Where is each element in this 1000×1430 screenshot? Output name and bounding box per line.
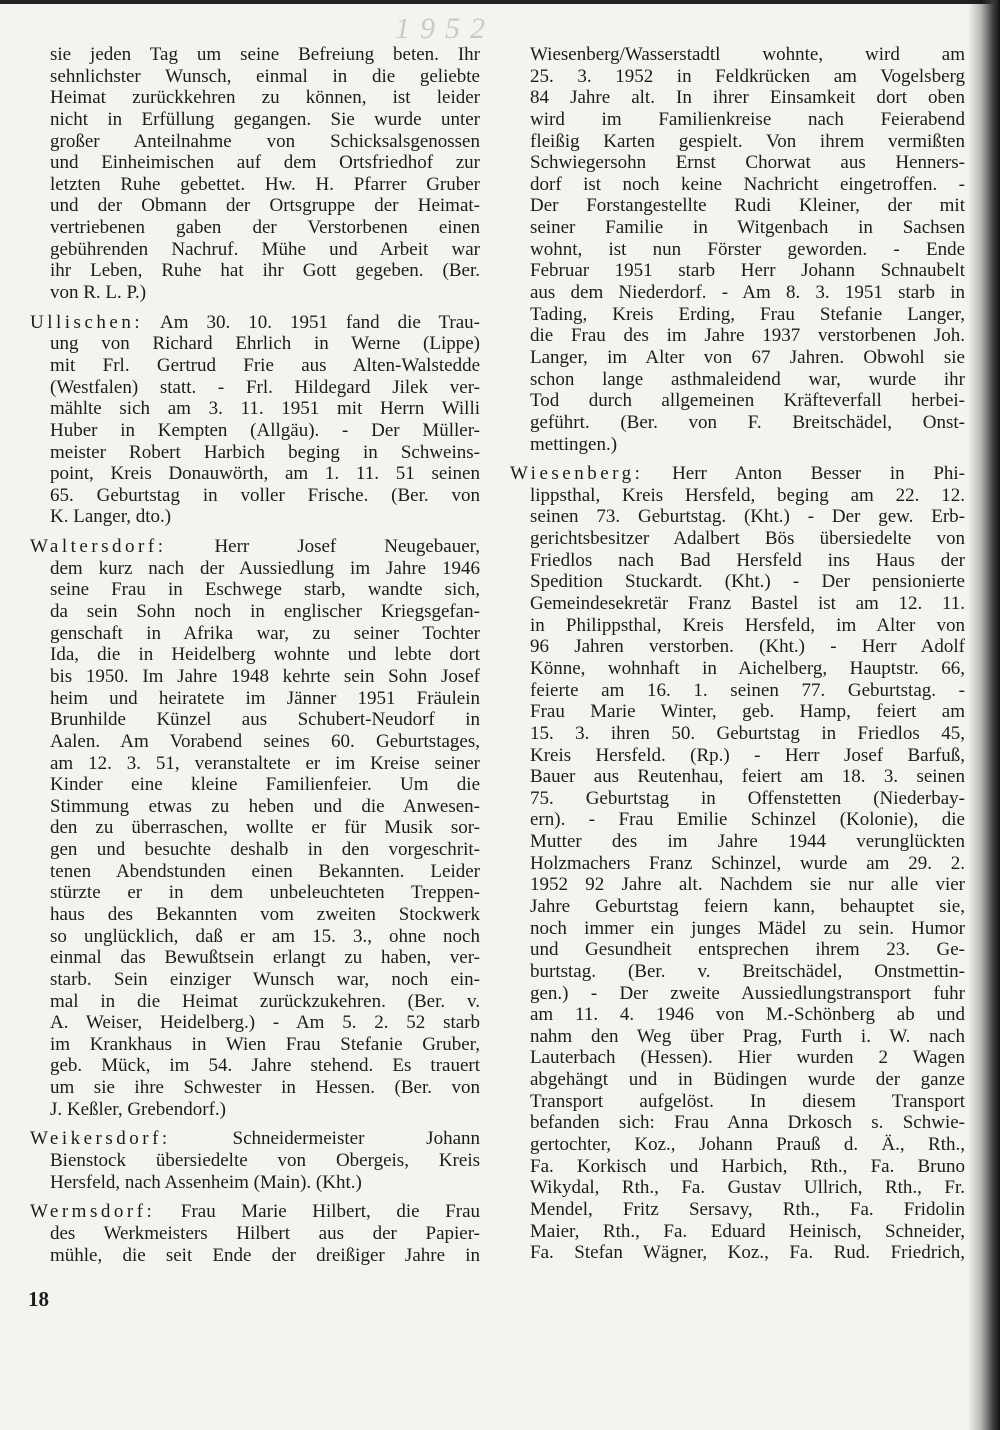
line-text: Bienstock übersiedelte von Obergeis, Kreis (50, 1150, 480, 1172)
line-text: Kreis Hersfeld. (Rp.) - Herr Josef Barfuß, (530, 744, 965, 766)
line-text: K. Langer, dto.) (50, 506, 172, 528)
line-text: dem kurz nach der Aussiedlung im Jahre 1946 (50, 557, 480, 579)
text-line (30, 644, 480, 666)
line-text: und der Obmann der Ortsgruppe der Heimat- (50, 195, 480, 217)
line-text: bis 1950. Im Jahre 1948 kehrte sein Sohn Josef (50, 665, 480, 687)
line-text: Am 30. 10. 1951 fand die Trau- (160, 311, 480, 333)
line-text: in Philippsthal, Kreis Hersfeld, im Alter von (530, 614, 965, 636)
text-line (510, 1199, 965, 1221)
line-text: Heimat zurückkehren zu können, ist leider (50, 87, 480, 109)
text-line (30, 839, 480, 861)
text-line (510, 680, 965, 702)
text-line (510, 1242, 965, 1264)
line-text: J. Keßler, Grebendorf.) (50, 1098, 226, 1120)
line-text: aus dem Niederdorf. - Am 8. 3. 1951 starb in (530, 282, 965, 304)
line-text: mählte sich am 3. 11. 1951 mit Herrn Willi (50, 398, 480, 420)
line-text: abgehängt und in Büdingen wurde der ganze (530, 1069, 965, 1091)
text-line (510, 615, 965, 637)
line-text: gen.) - Der zweite Aussiedlungstransport fuhr (530, 982, 965, 1004)
line-text: 84 Jahre alt. In ihrer Einsamkeit dort oben (530, 87, 965, 109)
paragraph (30, 44, 480, 304)
line-text: Der Forstangestellte Rudi Kleiner, der mit (530, 195, 965, 217)
text-line (30, 579, 480, 601)
line-text: da sein Sohn noch in englischer Kriegsgefan- (50, 601, 480, 623)
line-text: ung von Richard Ehrlich in Werne (Lippe) (50, 333, 480, 355)
text-line (510, 1156, 965, 1178)
text-line (30, 904, 480, 926)
line-text: stürzte er in dem unbeleuchteten Treppen- (50, 882, 480, 904)
text-line (30, 1077, 480, 1099)
line-text: nahm den Weg über Prag, Furth i. W. nach (530, 1025, 965, 1047)
line-text: fleißig Karten gespielt. Von ihrem vermißten (530, 130, 965, 152)
line-text: am 12. 3. 51, veranstaltete er im Kreise seiner (50, 752, 480, 774)
text-line (30, 506, 480, 528)
text-line (510, 571, 965, 593)
text-line (30, 709, 480, 731)
text-line (30, 536, 480, 558)
text-line (510, 1069, 965, 1091)
text-line (510, 239, 965, 261)
text-line (30, 558, 480, 580)
line-text: Wikydal, Rth., Fa. Gustav Ullrich, Rth., Fr. (530, 1177, 965, 1199)
line-text: starb. Sein einziger Wunsch war, noch ein- (50, 968, 480, 990)
text-line (30, 817, 480, 839)
line-text: am 11. 4. 1946 von M.-Schönberg ab und (530, 1004, 965, 1026)
text-line (510, 1112, 965, 1134)
line-text: schon lange asthmaleidend war, wurde ihr (530, 368, 965, 390)
line-text: und Einheimischen auf dem Ortsfriedhof zur (50, 152, 480, 174)
text-line (30, 1150, 480, 1172)
line-text: Kinder eine kleine Familienfeier. Um die (50, 774, 480, 796)
line-text: sie jeden Tag um seine Befreiung beten. Ihr (50, 44, 480, 65)
line-text: Huber in Kempten (Allgäu). - Der Müller- (50, 419, 480, 441)
text-line (510, 593, 965, 615)
line-text: Maier, Rth., Fa. Eduard Heinisch, Schneider, (530, 1220, 965, 1242)
line-text: vertriebenen gaben der Verstorbenen einen (50, 217, 480, 239)
scan-page-edge-shadow (968, 0, 1000, 1430)
text-line (30, 87, 480, 109)
line-text: Transport aufgelöst. In diesem Transport (530, 1090, 965, 1112)
text-line (30, 1034, 480, 1056)
line-text: seine Frau in Eschwege starb, wandte sich, (50, 579, 480, 601)
line-text: letzten Ruhe gebettet. Hw. H. Pfarrer Gruber (50, 173, 480, 195)
line-text: gen und besuchte deshalb in den vorgeschrit- (50, 839, 480, 861)
text-line (30, 239, 480, 261)
text-line (510, 506, 965, 528)
text-line (30, 109, 480, 131)
text-line (30, 1245, 480, 1267)
line-text: Mendel, Fritz Sersavy, Rth., Fa. Fridolin (530, 1198, 965, 1220)
line-text: gertochter, Koz., Johann Prauß d. Ä., Rth., (530, 1134, 965, 1156)
text-line (510, 131, 965, 153)
line-text: A. Weiser, Heidelberg.) - Am 5. 2. 52 starb (50, 1012, 480, 1034)
text-line (510, 1221, 965, 1243)
line-text: Februar 1951 starb Herr Johann Schnaubelt (530, 260, 965, 282)
text-line (510, 463, 965, 485)
line-text: Tading, Kreis Erding, Frau Stefanie Langer, (530, 303, 965, 325)
text-line (30, 1099, 480, 1121)
text-line (30, 485, 480, 507)
text-line (30, 947, 480, 969)
line-text: mettingen.) (530, 433, 618, 455)
line-text: noch immer ein junges Mädel zu sein. Humor (530, 917, 965, 939)
line-text: heim und heiratete im Jänner 1951 Fräulein (50, 687, 480, 709)
text-line (510, 485, 965, 507)
line-text: mühle, die seit Ende der dreißiger Jahre in (50, 1244, 480, 1266)
line-text: Könne, wohnhaft in Aichelberg, Hauptstr. 66, (530, 657, 965, 679)
handwritten-note: 1952 (395, 12, 495, 45)
text-line (510, 1091, 965, 1113)
line-text: die Frau des im Jahre 1937 verstorbenen Joh. (530, 325, 965, 347)
paragraph (30, 312, 480, 528)
text-line (510, 528, 965, 550)
line-text: 75. Geburtstag in Offenstetten (Niederbay- (530, 787, 965, 809)
line-text: 15. 3. ihren 50. Geburtstag in Friedlos 45, (530, 722, 965, 744)
line-text: Frau Marie Winter, geb. Hamp, feiert am (530, 701, 965, 723)
line-text: (Westfalen) statt. - Frl. Hildegard Jilek ver- (50, 376, 480, 398)
text-line (30, 355, 480, 377)
text-line (510, 1026, 965, 1048)
text-line (510, 434, 965, 456)
text-line (510, 701, 965, 723)
line-text: ihr Leben, Ruhe hat ihr Gott gegeben. (Ber. (50, 260, 480, 282)
text-line (510, 390, 965, 412)
text-line (30, 796, 480, 818)
place-heading: Weikersdorf: (30, 1128, 171, 1150)
text-line (510, 1047, 965, 1069)
line-text: Langer, im Alter von 67 Jahren. Obwohl sie (530, 346, 965, 368)
text-line (30, 601, 480, 623)
text-line (30, 1223, 480, 1245)
line-text: Holzmachers Franz Schinzel, wurde am 29. 2. (530, 852, 965, 874)
line-text: großer Anteilnahme von Schicksalsgenossen (50, 130, 480, 152)
left-column (30, 44, 480, 1274)
line-text: Schwiegersohn Ernst Chorwat aus Henners- (530, 152, 965, 174)
line-text: wird im Familienkreise nach Feierabend (530, 108, 965, 130)
text-line (510, 745, 965, 767)
text-line (30, 420, 480, 442)
text-line (30, 66, 480, 88)
text-line (30, 463, 480, 485)
text-line (510, 658, 965, 680)
line-text: Gemeindesekretär Franz Bastel ist am 12. 11. (530, 593, 965, 615)
line-text: im Krankhaus in Wien Frau Stefanie Gruber, (50, 1033, 480, 1055)
line-text: genschaft in Afrika war, zu seiner Tochter (50, 622, 480, 644)
line-text: geb. Mück, im 54. Jahre stehend. Es trauert (50, 1055, 480, 1077)
text-line (510, 983, 965, 1005)
text-line (30, 1128, 480, 1150)
line-text: Fa. Stefan Wägner, Koz., Fa. Rud. Friedrich, (530, 1242, 965, 1264)
line-text: Spedition Stuckardt. (Kht.) - Der pensionierte (530, 571, 965, 593)
line-text: Lauterbach (Hessen). Hier wurden 2 Wagen (530, 1047, 965, 1069)
text-line (30, 753, 480, 775)
scan-top-edge (0, 0, 1000, 4)
place-heading: Waltersdorf: (30, 536, 167, 558)
line-text: feierte am 16. 1. seinen 77. Geburtstag. - (530, 679, 965, 701)
text-line (510, 788, 965, 810)
text-line (30, 1172, 480, 1194)
text-line (510, 325, 965, 347)
text-line (30, 623, 480, 645)
paragraph (510, 44, 965, 455)
text-line (30, 666, 480, 688)
line-text: dorf ist noch keine Nachricht eingetroffen. - (530, 173, 965, 195)
text-line (510, 109, 965, 131)
line-text: 65. Geburtstag in voller Frische. (Ber. von (50, 484, 480, 506)
line-text: Frau Marie Hilbert, die Frau (180, 1201, 480, 1223)
line-text: den zu überraschen, wollte er für Musik sor- (50, 817, 480, 839)
text-line (30, 398, 480, 420)
line-text: seiner Familie in Witgenbach in Sachsen (530, 217, 965, 239)
line-text: ern). - Frau Emilie Schinzel (Kolonie), die (530, 809, 965, 831)
line-text: mal in die Heimat zurückzukehren. (Ber. v. (50, 990, 480, 1012)
line-text: Hersfeld, nach Assenheim (Main). (Kht.) (50, 1171, 362, 1193)
text-line (510, 369, 965, 391)
text-line (510, 550, 965, 572)
line-text: lippsthal, Kreis Hersfeld, beging am 22. 12. (530, 484, 965, 506)
line-text: Schneidermeister Johann (232, 1128, 480, 1150)
text-line (30, 260, 480, 282)
line-text: Jahre Geburtstag feiern kann, behauptet sie, (530, 895, 965, 917)
text-line (30, 731, 480, 753)
line-text: Aalen. Am Vorabend seines 60. Geburtstages, (50, 730, 480, 752)
text-line (510, 217, 965, 239)
line-text: Brunhilde Künzel aus Schubert-Neudorf in (50, 709, 480, 731)
line-text: tenen Abendstunden einen Bekannten. Leider (50, 860, 480, 882)
text-line (30, 333, 480, 355)
text-line (30, 774, 480, 796)
line-text: Herr Anton Besser in Phi- (672, 463, 965, 485)
text-line (510, 723, 965, 745)
text-line (30, 926, 480, 948)
text-line (510, 636, 965, 658)
line-text: meister Robert Harbich beging in Schweins- (50, 441, 480, 463)
text-line (510, 1134, 965, 1156)
line-text: so unglücklich, daß er am 15. 3., ohne noch (50, 925, 480, 947)
line-text: befanden sich: Frau Anna Drkosch s. Schwie- (530, 1112, 965, 1134)
text-line (510, 939, 965, 961)
text-line (510, 304, 965, 326)
text-line (30, 217, 480, 239)
text-line (30, 991, 480, 1013)
paragraph (30, 1128, 480, 1193)
text-line (510, 853, 965, 875)
text-line (510, 918, 965, 940)
line-text: burtstag. (Ber. v. Breitschädel, Onstmettin- (530, 960, 965, 982)
text-line (510, 152, 965, 174)
text-line (510, 195, 965, 217)
text-line (30, 688, 480, 710)
line-text: sehnlichster Wunsch, einmal in die geliebte (50, 65, 480, 87)
text-line (30, 1055, 480, 1077)
text-line (30, 882, 480, 904)
text-line (510, 87, 965, 109)
line-text: Bauer aus Reutenhau, feiert am 18. 3. seinen (530, 766, 965, 788)
text-line (30, 44, 480, 66)
place-heading: Wermsdorf: (30, 1201, 156, 1223)
line-text: Ida, die in Heidelberg wohnte und lebte dort (50, 644, 480, 666)
paragraph (30, 1201, 480, 1266)
text-line (510, 874, 965, 896)
right-column (510, 44, 965, 1272)
line-text: Tod durch allgemeinen Kräfteverfall herbei- (530, 390, 965, 412)
line-text: Stimmung etwas zu heben und die Anwesen- (50, 795, 480, 817)
line-text: Herr Josef Neugebauer, (214, 536, 480, 558)
line-text: 25. 3. 1952 in Feldkrücken am Vogelsberg (530, 65, 965, 87)
text-line (510, 809, 965, 831)
text-line (510, 1177, 965, 1199)
text-line (510, 412, 965, 434)
line-text: von R. L. P.) (50, 282, 147, 304)
line-text: einmal das Bewußtsein erlangt zu haben, ver- (50, 947, 480, 969)
place-heading: Ullischen: (30, 311, 144, 333)
line-text: des Werkmeisters Hilbert aus der Papier- (50, 1222, 480, 1244)
text-line (30, 152, 480, 174)
line-text: gerichtsbesitzer Adalbert Bös übersiedelte von (530, 528, 965, 550)
place-heading: Wiesenberg: (510, 463, 644, 485)
line-text: 1952 92 Jahre alt. Nachdem sie nur alle vier (530, 874, 965, 896)
line-text: geführt. (Ber. von F. Breitschädel, Onst- (530, 411, 965, 433)
line-text: wohnt, ist nun Förster geworden. - Ende (530, 238, 965, 260)
text-line (510, 766, 965, 788)
line-text: 96 Jahren verstorben. (Kht.) - Herr Adolf (530, 636, 965, 658)
text-line (30, 131, 480, 153)
text-line (510, 174, 965, 196)
text-line (510, 347, 965, 369)
page-number: 18 (28, 1287, 49, 1311)
paragraph (510, 463, 965, 1264)
text-line (30, 312, 480, 334)
line-text: und Gesundheit entsprechen ihrem 23. Ge- (530, 939, 965, 961)
text-line (30, 861, 480, 883)
text-line (30, 377, 480, 399)
text-line (30, 1012, 480, 1034)
text-line (30, 282, 480, 304)
line-text: seinen 73. Geburtstag. (Kht.) - Der gew. Erb- (530, 506, 965, 528)
text-line (30, 174, 480, 196)
text-line (30, 1201, 480, 1223)
text-line (510, 260, 965, 282)
line-text: mit Frl. Gertrud Frie aus Alten-Walstedde (50, 354, 480, 376)
text-line (510, 961, 965, 983)
text-line (510, 831, 965, 853)
line-text: nicht in Erfüllung gegangen. Sie wurde unter (50, 108, 480, 130)
line-text: Friedlos nach Bad Hersfeld ins Haus der (530, 549, 965, 571)
text-line (510, 66, 965, 88)
line-text: Wiesenberg/Wasserstadtl wohnte, wird am (530, 44, 965, 65)
text-line (30, 195, 480, 217)
line-text: point, Kreis Donauwörth, am 1. 11. 51 seinen (50, 463, 480, 485)
text-line (510, 1004, 965, 1026)
text-line (510, 282, 965, 304)
text-line (510, 896, 965, 918)
line-text: haus des Bekannten vom zweiten Stockwerk (50, 903, 480, 925)
text-line (30, 969, 480, 991)
paragraph (30, 536, 480, 1120)
line-text: Mutter des im Jahre 1944 verunglückten (530, 831, 965, 853)
text-line (30, 442, 480, 464)
line-text: um sie ihre Schwester in Hessen. (Ber. von (50, 1077, 480, 1099)
line-text: Fa. Korkisch und Harbich, Rth., Fa. Bruno (530, 1155, 965, 1177)
text-line (510, 44, 965, 66)
line-text: gebührenden Nachruf. Mühe und Arbeit war (50, 238, 480, 260)
